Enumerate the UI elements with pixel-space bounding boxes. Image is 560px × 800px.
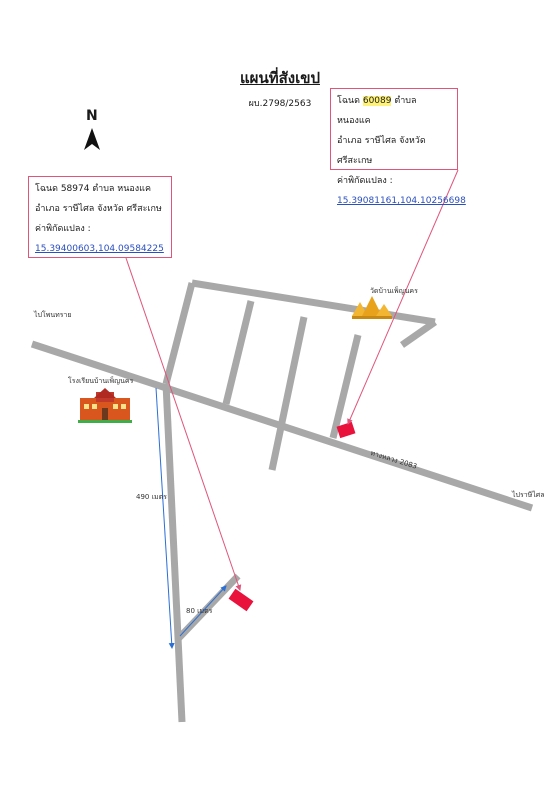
vertical-road-1 [166,283,192,384]
box-right-line2: อำเภอ ราษีไศล จังหวัด ศรีสะเกษ [337,136,426,166]
info-box-plot-58974 [28,176,172,258]
north-arrow-icon [84,128,100,150]
box-right-line3: ค่าพิกัดแปลง : [337,176,393,186]
box-left-coords-link[interactable]: 15.39400603,104.09584225 [35,244,164,254]
box-right-coords-link[interactable]: 15.39081161,104.10256698 [337,196,466,206]
top-road-bend [402,322,435,345]
temple-icon [352,296,392,319]
vertical-road-2 [226,301,251,404]
vertical-road-4 [333,335,358,438]
label-to-rasi-salai: ไปราษีไศล [512,491,545,499]
label-temple: วัดบ้านเพ็ญนคร [370,287,418,295]
label-distance-80: 80 เมตร [186,607,213,615]
page-subtitle: ผบ.2798/2563 [248,99,312,109]
info-box-plot-60089 [330,88,466,206]
box-left-line1: โฉนด 58974 ตำบล หนองแค [35,184,152,194]
road-network [32,283,532,722]
box-right-line1: โฉนด 60089 ตำบล หนองแค [337,96,417,126]
label-highway-2083: ทางหลวง 2083 [369,448,418,471]
label-distance-490: 490 เมตร [136,493,167,501]
box-left-line2: อำเภอ ราษีไศล จังหวัด ศรีสะเกษ [35,204,162,214]
plot-58974 [229,589,254,611]
label-to-phon-sai: ไปโพนทราย [34,311,72,319]
south-road [166,384,182,722]
page-title: แผนที่สังเขป [240,69,320,87]
box-left-line3: ค่าพิกัดแปลง : [35,224,91,234]
vertical-road-3 [272,317,304,470]
north-label: N [86,108,98,124]
label-school: โรงเรียนบ้านเพ็ญนคร [68,377,134,385]
school-icon [78,388,132,423]
plot-number-highlight: 60089 [362,96,392,106]
